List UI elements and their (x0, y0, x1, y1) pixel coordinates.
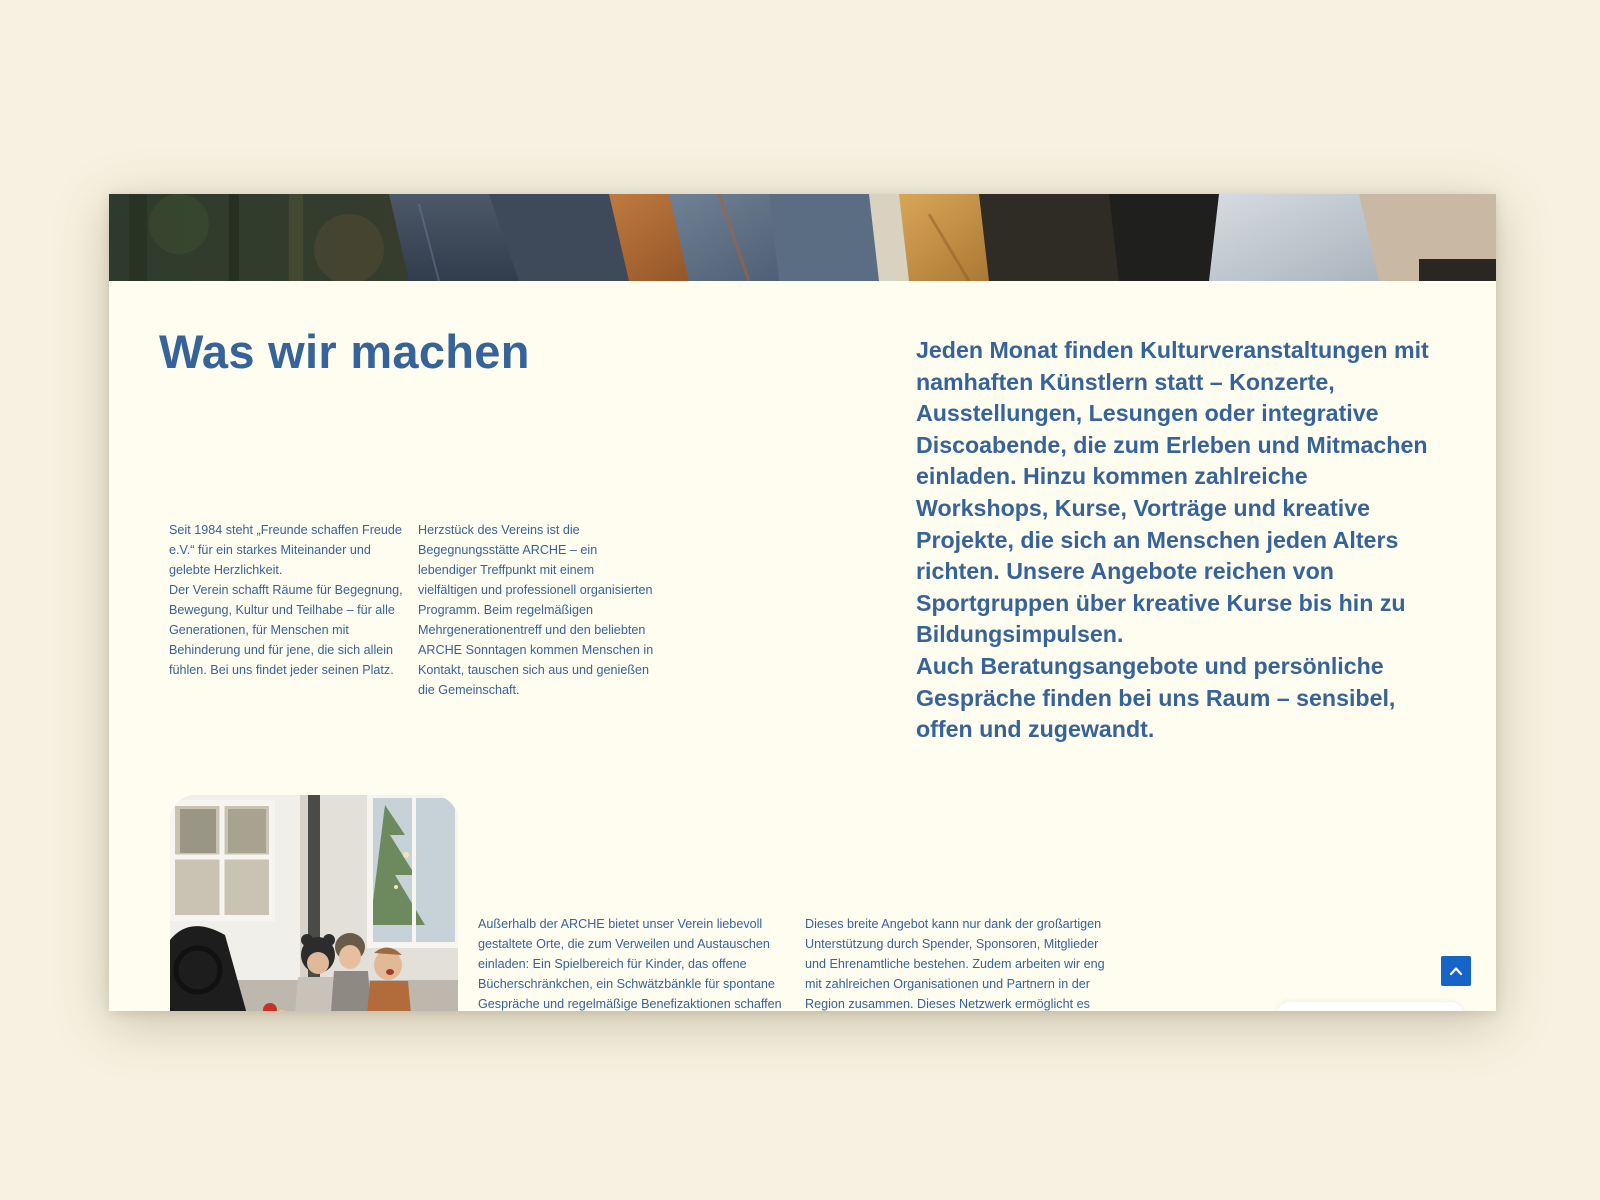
children-photo (170, 795, 458, 1011)
intro-paragraph-1: Jeden Monat finden Kulturveranstaltungen mit namhaften Künstlern statt – Konzerte, Ausstellungen, Lesungen oder integrative Discoabende, die zum Erleben und Mitmachen einladen. Hinzu kommen zahlreiche Workshops, Kurse, Vorträge und kreative Projekte, die sich an Menschen jeden Alters richten. Unsere Angebote reichen von Sportgruppen über kreative Kurse bis hin zu Bildungsimpulsen. (916, 337, 1429, 648)
intro-paragraph-2: Auch Beratungsangebote und persönliche Gespräche finden bei uns Raum – sensibel, offen und zugewandt. (916, 652, 1396, 743)
hero-image (109, 194, 1496, 281)
section-heading: Was wir machen (159, 325, 530, 378)
text-column-support (805, 914, 1107, 1011)
history-line-2: Der Verein schafft Räume für Begegnung, Bewegung, Kultur und Teilhabe – für alle Generationen, für Menschen mit Behinderung und für jene, die sich allein fühlen. Bei uns findet jeder seinen Platz. (169, 583, 403, 677)
people-group-photo (109, 194, 1496, 281)
support-paragraph: Dieses breite Angebot kann nur dank der großartigen Unterstützung durch Spender, Sponsoren, Mitglieder und Ehrenamtliche bestehen. Zudem arbeiten wir eng mit zahlreichen Organisationen und Partnern in der Region zusammen. Dieses Netzwerk ermöglicht es (805, 917, 1105, 1011)
cookie-banner-tab[interactable] (1277, 1002, 1463, 1011)
text-column-outside (478, 914, 783, 1011)
text-column-arche (418, 520, 656, 700)
outside-paragraph: Außerhalb der ARCHE bietet unser Verein liebevoll gestaltete Orte, die zum Verweilen und Austauschen einladen: Ein Spielbereich für Kinder, das offene Bücherschränkchen, ein Schwätzbänkle für spontane Gespräche und regelmäßige Benefizaktionen schaffen (478, 917, 782, 1011)
children-sitting-photo (170, 795, 458, 1011)
intro-text-block (916, 335, 1446, 746)
text-column-history (169, 520, 404, 680)
chevron-up-icon (1448, 963, 1464, 979)
arche-paragraph: Herzstück des Vereins ist die Begegnungsstätte ARCHE – ein lebendiger Treffpunkt mit einem vielfältigen und professionell organisierten Programm. Beim regelmäßigen Mehrgenerationentreff und den beliebten ARCHE Sonntagen kommen Menschen in Kontakt, tauschen sich aus und genießen die Gemeinschaft. (418, 523, 654, 697)
history-line-1: Seit 1984 steht „Freunde schaffen Freude e.V.“ für ein starkes Miteinander und gelebte Herzlichkeit. (169, 523, 402, 577)
browser-window (109, 194, 1496, 1011)
scroll-to-top-button[interactable] (1441, 956, 1471, 986)
